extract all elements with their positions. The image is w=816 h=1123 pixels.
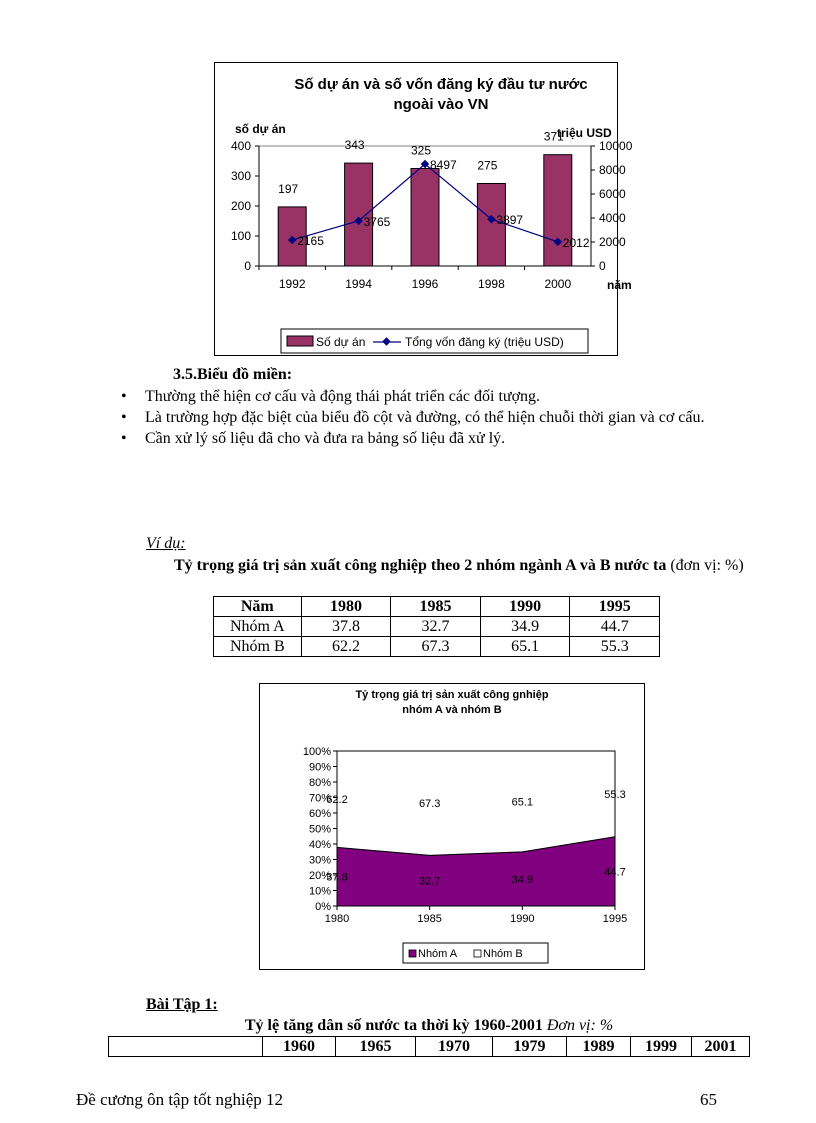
exercise-unit: Đơn vị: %: [546, 1017, 614, 1034]
table-cell: 55.3: [570, 637, 660, 657]
chart1-right-tick-label: 8000: [599, 163, 626, 177]
chart2-y-tick-label: 50%: [308, 823, 331, 836]
chart2-legend-b-swatch: [474, 950, 481, 957]
chart2-value-label-a: 44.7: [604, 866, 626, 879]
table-cell: 37.8: [301, 617, 391, 637]
table-cell: 62.2: [301, 637, 391, 657]
chart1-left-tick-label: 300: [230, 169, 251, 183]
chart1-line-value-label: 3897: [496, 213, 524, 228]
chart2-y-tick-label: 0%: [315, 901, 331, 913]
chart2-y-tick-label: 10%: [308, 885, 331, 898]
chart2-y-tick-label: 80%: [308, 777, 331, 789]
chart1-x-tick-label: 2000: [544, 277, 572, 291]
chart1-bar-value-label: 197: [278, 181, 299, 196]
chart2-legend-a-label: Nhóm A: [418, 948, 458, 960]
table-cell: 34.9: [480, 617, 570, 637]
chart2-x-tick-label: 1985: [417, 913, 442, 925]
table-header-cell: 1960: [263, 1037, 336, 1057]
chart1-legend-bar-label: Số dự án: [316, 335, 366, 349]
chart1-left-tick-label: 100: [230, 229, 251, 243]
chart1-line-value-label: 3765: [363, 214, 391, 229]
table-cell: 44.7: [570, 617, 660, 637]
chart2-title-line2: nhóm A và nhóm B: [402, 704, 502, 716]
chart2-y-tick-label: 90%: [308, 761, 331, 774]
chart1-right-axis-label: triệu USD: [557, 126, 612, 140]
chart2-legend-a-swatch: [409, 950, 416, 957]
chart1-left-axis-label: số dự án: [235, 122, 286, 136]
chart1-line-value-label: 2165: [297, 234, 324, 249]
chart2-x-tick-label: 1990: [510, 913, 535, 925]
chart2-areas: [337, 751, 615, 906]
chart1-x-tick-label: 1996: [411, 277, 439, 291]
exercise-table: [108, 1036, 750, 1057]
table-header-cell: 2001: [692, 1037, 750, 1057]
chart1-left-tick-label: 0: [244, 259, 251, 273]
chart1-right-tick-label: 0: [599, 259, 606, 273]
chart1-line-value-label: 2012: [562, 235, 590, 250]
table-header-cell: 1999: [631, 1037, 692, 1057]
chart1-right-tick-label: 4000: [599, 211, 626, 225]
chart2-legend-b-label: Nhóm B: [483, 948, 523, 960]
table-header-cell: 1965: [336, 1037, 416, 1057]
chart2-y-tick-label: 30%: [308, 854, 331, 867]
table-cell: [109, 1037, 263, 1057]
chart1-x-tick-label: 1994: [345, 277, 372, 291]
chart2-value-label-b: 55.3: [604, 788, 626, 801]
table-header-cell: 1990: [480, 597, 570, 617]
chart1-title-line1: Số dự án và số vốn đăng ký đầu tư nước: [294, 76, 588, 93]
chart2-svg: [260, 684, 644, 969]
table-cell: Nhóm B: [214, 637, 302, 657]
chart1-left-tick-label: 200: [230, 199, 251, 213]
table-row: [214, 637, 660, 657]
chart2-value-label-a: 37.8: [326, 871, 348, 884]
bullet-item: • Là trường hợp đặc biệt của biểu đồ cột và đường, có thể hiện chuỗi thời gian và cơ cấu.: [118, 407, 758, 428]
table-header-row: [214, 597, 660, 617]
table-header-cell: Năm: [214, 597, 302, 617]
page-number: 65: [700, 1090, 717, 1109]
table-cell: Nhóm A: [214, 617, 302, 637]
table-header-cell: 1989: [567, 1037, 631, 1057]
example-label: Ví dụ:: [146, 535, 186, 552]
chart2-value-label-b: 67.3: [418, 798, 441, 811]
chart2-value-label-a: 34.9: [511, 873, 534, 886]
chart1-x-tick-label: 1992: [278, 277, 306, 291]
table-row: [109, 1037, 750, 1057]
chart2-y-tick-label: 40%: [308, 839, 331, 851]
table-header-cell: 1979: [493, 1037, 567, 1057]
exercise-title-text: Tỷ lệ tăng dân số nước ta thời kỳ 1960-2001: [244, 1017, 543, 1034]
chart2-x-tick-label: 1995: [602, 913, 628, 925]
project-investment-chart: [214, 62, 633, 356]
chart1-legend-bar-swatch: [287, 336, 313, 346]
table-header-cell: 1970: [416, 1037, 493, 1057]
chart1-right-tick-label: 2000: [599, 235, 626, 249]
chart1-left-tick-label: 400: [230, 139, 251, 153]
chart1-right-tick-label: 6000: [599, 187, 626, 201]
chart1-bar-value-label: 325: [410, 143, 432, 158]
chart1-bar-value-label: 371: [543, 129, 564, 144]
chart1-right-tick-label: 10000: [599, 139, 633, 153]
exercise-label: Bài Tập 1:: [146, 996, 218, 1013]
chart2-value-label-a: 32.7: [418, 875, 441, 888]
table-cell: 65.1: [480, 637, 570, 657]
chart2-y-tick-label: 100%: [302, 746, 331, 758]
bullet-list: [118, 386, 758, 449]
chart2-y-tick-label: 60%: [308, 808, 331, 820]
chart1-line-value-label: 8497: [430, 158, 457, 173]
section-heading: 3.5.Biểu đồ miền:: [173, 366, 293, 383]
table-row: [214, 617, 660, 637]
example-title: [146, 555, 758, 576]
table-header-cell: 1980: [301, 597, 391, 617]
example-title-bold: Tỷ trọng giá trị sản xuất công nghiệp theo 2 nhóm ngành A và B nước ta: [174, 557, 667, 574]
example-table: [213, 596, 660, 657]
table-header-cell: 1985: [391, 597, 481, 617]
industry-share-area-chart: [259, 683, 645, 970]
chart1-title-line2: ngoài vào VN: [393, 96, 489, 113]
chart1-bar-value-label: 343: [344, 138, 365, 153]
exercise-title: [108, 1017, 750, 1035]
bullet-item: • Cần xử lý số liệu đã cho và đưa ra bảng số liệu đã xử lý.: [118, 428, 758, 449]
chart1-bars: [278, 155, 572, 266]
chart1-bar-value-label: 275: [477, 158, 498, 173]
table-header-cell: 1995: [570, 597, 660, 617]
chart1-bar: [411, 169, 439, 267]
chart2-value-label-b: 65.1: [511, 796, 534, 809]
chart1-legend-line-label: Tổng vốn đăng ký (triệu USD): [405, 335, 564, 349]
chart2-x-tick-label: 1980: [324, 913, 350, 925]
table-cell: 67.3: [391, 637, 481, 657]
chart2-y-tick-label: 70%: [308, 792, 331, 805]
chart2-title-line1: Tỷ trọng giá trị sản xuất công gnhiệp: [355, 689, 549, 701]
chart2-area-nhom-b: [337, 751, 615, 855]
footer-title: Đề cương ôn tập tốt nghiệp 12: [76, 1090, 284, 1109]
chart1-svg: [215, 63, 633, 355]
chart1-x-tick-label: 1998: [478, 277, 505, 291]
chart2-value-label-b: 62.2: [326, 794, 348, 807]
chart1-x-axis-label: năm: [607, 278, 632, 292]
chart2-y-tick-label: 20%: [308, 870, 331, 882]
bullet-item: • Thường thể hiện cơ cấu và động thái phát triển các đối tượng.: [118, 386, 758, 407]
table-cell: 32.7: [391, 617, 481, 637]
example-title-unit: (đơn vị: %): [670, 557, 744, 574]
